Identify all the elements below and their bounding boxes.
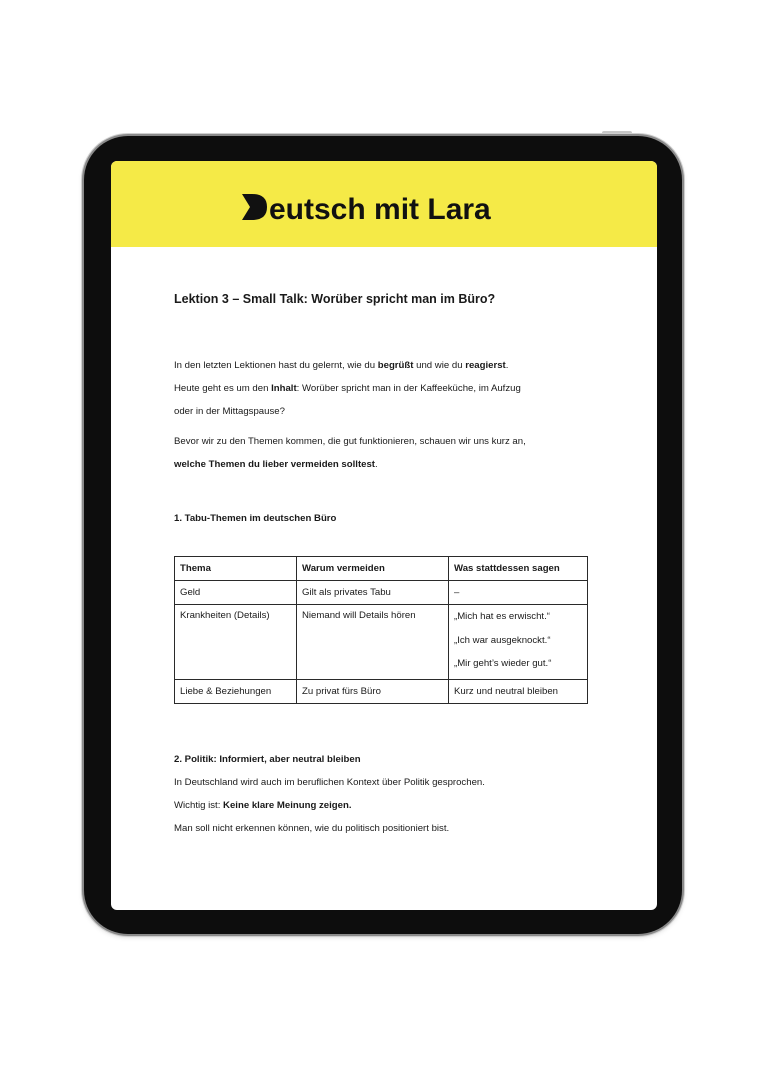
table-header: Was stattdessen sagen [449, 557, 588, 581]
alternative-phrase: „Mich hat es erwischt.“ [454, 611, 550, 622]
intro-line-3: oder in der Mittagspause? [174, 406, 285, 417]
intro-line-2: Heute geht es um den Inhalt: Worüber spricht man in der Kaffeeküche, im Aufzug [174, 383, 521, 394]
intro-line-1: In den letzten Lektionen hast du gelernt, wie du begrüßt und wie du reagierst. [174, 360, 509, 371]
lesson-title: Lektion 3 – Small Talk: Worüber spricht man im Büro? [174, 292, 496, 306]
politik-line-2: Wichtig ist: Keine klare Meinung zeigen. [174, 800, 352, 811]
politik-line-1: In Deutschland wird auch im beruflichen Kontext über Politik gesprochen. [174, 777, 485, 788]
table-row [175, 605, 588, 680]
table-row [175, 581, 588, 605]
table-cell-alternative: Kurz und neutral bleiben [449, 680, 588, 704]
alternative-phrase: „Ich war ausgeknockt.“ [454, 634, 551, 646]
table-cell-alternative: – [449, 581, 588, 605]
table-cell-topic: Geld [175, 581, 297, 605]
alternative-phrase: „Mir geht’s wieder gut.“ [454, 658, 552, 669]
table-cell-reason: Zu privat fürs Büro [297, 680, 449, 704]
tabu-topics-table [174, 556, 588, 704]
brand-logo-image [239, 184, 529, 224]
table-header-row [175, 557, 588, 581]
brand-name: eutsch mit Lara [269, 193, 491, 224]
table-header: Warum vermeiden [297, 557, 449, 581]
table-cell-reason: Gilt als privates Tabu [297, 581, 449, 605]
tablet-side-button [602, 131, 632, 135]
politik-line-3: Man soll nicht erkennen können, wie du politisch positioniert bist. [174, 823, 450, 834]
table-header: Thema [175, 557, 297, 581]
table-row [175, 680, 588, 704]
tablet-screen [111, 161, 657, 910]
section-heading-politik: 2. Politik: Informiert, aber neutral bleiben [174, 754, 361, 765]
section-heading-tabu: 1. Tabu-Themen im deutschen Büro [174, 513, 337, 524]
table-cell-topic: Liebe & Beziehungen [175, 680, 297, 704]
intro-line-4: Bevor wir zu den Themen kommen, die gut funktionieren, schauen wir uns kurz an, [174, 436, 526, 447]
table-cell-reason: Niemand will Details hören [297, 605, 449, 680]
table-cell-alternative [449, 605, 588, 680]
logo-mark-icon [242, 194, 267, 220]
brand-logo [111, 161, 657, 247]
intro-line-5: welche Themen du lieber vermeiden solltest. [174, 459, 378, 470]
table-cell-topic: Krankheiten (Details) [175, 605, 297, 680]
